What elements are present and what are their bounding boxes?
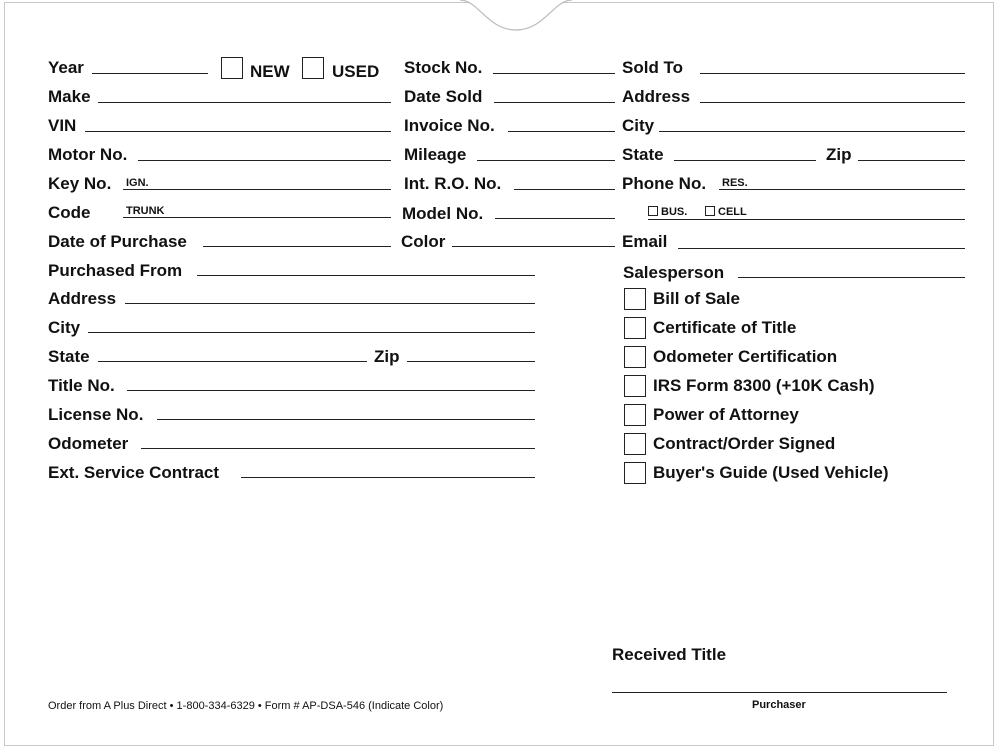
used-label: USED: [332, 62, 380, 81]
model-field[interactable]: [495, 218, 615, 219]
date-sold-field[interactable]: [494, 102, 615, 103]
used-checkbox[interactable]: [302, 57, 324, 79]
odometer-label: Odometer: [48, 434, 129, 453]
key-label: Key No.: [48, 174, 112, 193]
state-label: State: [48, 347, 90, 366]
bus-checkbox[interactable]: [648, 206, 658, 216]
purchased-from-field[interactable]: [197, 275, 535, 276]
make-label: Make: [48, 87, 91, 106]
buyer-address-field[interactable]: [700, 102, 965, 103]
checklist-item: Bill of Sale: [653, 289, 740, 308]
year-label: Year: [48, 58, 84, 77]
checklist-item: Odometer Certification: [653, 347, 838, 366]
checklist-item: Buyer's Guide (Used Vehicle): [653, 463, 889, 482]
email-field[interactable]: [678, 248, 965, 249]
new-label: NEW: [250, 62, 290, 81]
cell-checkbox[interactable]: [705, 206, 715, 216]
ext-service-label: Ext. Service Contract: [48, 463, 220, 482]
contract-order-signed-checkbox[interactable]: [624, 433, 646, 455]
city-field[interactable]: [88, 332, 535, 333]
bill-of-sale-checkbox[interactable]: [624, 288, 646, 310]
email-label: Email: [622, 232, 668, 251]
purchaser-label: Purchaser: [752, 699, 806, 711]
phone-res-field[interactable]: [719, 189, 965, 190]
purchased-from-label: Purchased From: [48, 261, 183, 280]
phone-alt-field[interactable]: [648, 219, 965, 220]
sold-to-field[interactable]: [700, 73, 965, 74]
odometer-field[interactable]: [141, 448, 535, 449]
bus-label: BUS.: [661, 206, 688, 218]
make-field[interactable]: [98, 102, 391, 103]
license-field[interactable]: [157, 419, 535, 420]
vin-field[interactable]: [85, 131, 391, 132]
color-field[interactable]: [452, 246, 615, 247]
key-ign-label: IGN.: [126, 177, 149, 189]
address-label: Address: [48, 289, 117, 308]
state-field[interactable]: [98, 361, 367, 362]
certificate-of-title-checkbox[interactable]: [624, 317, 646, 339]
phone-label: Phone No.: [622, 174, 707, 193]
title-no-field[interactable]: [127, 390, 535, 391]
checklist-item: IRS Form 8300 (+10K Cash): [653, 376, 875, 395]
year-field[interactable]: [92, 73, 208, 74]
key-field[interactable]: [123, 189, 391, 190]
power-of-attorney-checkbox[interactable]: [624, 404, 646, 426]
buyer-city-label: City: [622, 116, 655, 135]
ext-service-field[interactable]: [241, 477, 535, 478]
invoice-label: Invoice No.: [404, 116, 495, 135]
new-checkbox[interactable]: [221, 57, 243, 79]
stock-label: Stock No.: [404, 58, 483, 77]
code-trunk-label: TRUNK: [126, 205, 165, 217]
date-of-purchase-field[interactable]: [203, 246, 391, 247]
motor-label: Motor No.: [48, 145, 128, 164]
zip-field[interactable]: [407, 361, 535, 362]
int-ro-label: Int. R.O. No.: [404, 174, 502, 193]
buyers-guide-checkbox[interactable]: [624, 462, 646, 484]
salesperson-field[interactable]: [738, 277, 965, 278]
order-footer: Order from A Plus Direct • 1-800-334-6329 • Form # AP-DSA-546 (Indicate Color): [48, 700, 444, 712]
vin-label: VIN: [48, 116, 77, 135]
mileage-label: Mileage: [404, 145, 467, 164]
checklist-item: Power of Attorney: [653, 405, 799, 424]
license-label: License No.: [48, 405, 144, 424]
stock-field[interactable]: [493, 73, 615, 74]
checklist-item: Contract/Order Signed: [653, 434, 836, 453]
salesperson-label: Salesperson: [623, 263, 725, 282]
buyer-zip-label: Zip: [826, 145, 852, 164]
sold-to-label: Sold To: [622, 58, 684, 77]
int-ro-field[interactable]: [514, 189, 615, 190]
title-no-label: Title No.: [48, 376, 115, 395]
buyer-state-label: State: [622, 145, 664, 164]
buyer-zip-field[interactable]: [858, 160, 965, 161]
phone-res-label: RES.: [722, 177, 748, 189]
color-label: Color: [401, 232, 446, 251]
buyer-city-field[interactable]: [659, 131, 965, 132]
code-label: Code: [48, 203, 91, 222]
buyer-state-field[interactable]: [674, 160, 816, 161]
received-title-label: Received Title: [612, 645, 727, 664]
form-frame: [4, 2, 994, 746]
cell-label: CELL: [718, 206, 747, 218]
purchaser-signature-field[interactable]: [612, 692, 947, 693]
date-of-purchase-label: Date of Purchase: [48, 232, 187, 251]
address-field[interactable]: [125, 303, 535, 304]
city-label: City: [48, 318, 81, 337]
motor-field[interactable]: [138, 160, 391, 161]
folder-notch: [458, 0, 574, 34]
odometer-certification-checkbox[interactable]: [624, 346, 646, 368]
zip-label: Zip: [374, 347, 400, 366]
invoice-field[interactable]: [508, 131, 615, 132]
mileage-field[interactable]: [477, 160, 615, 161]
buyer-address-label: Address: [622, 87, 691, 106]
date-sold-label: Date Sold: [404, 87, 483, 106]
checklist-item: Certificate of Title: [653, 318, 797, 337]
model-label: Model No.: [402, 204, 484, 223]
irs-form-8300-checkbox[interactable]: [624, 375, 646, 397]
code-field[interactable]: [123, 217, 391, 218]
